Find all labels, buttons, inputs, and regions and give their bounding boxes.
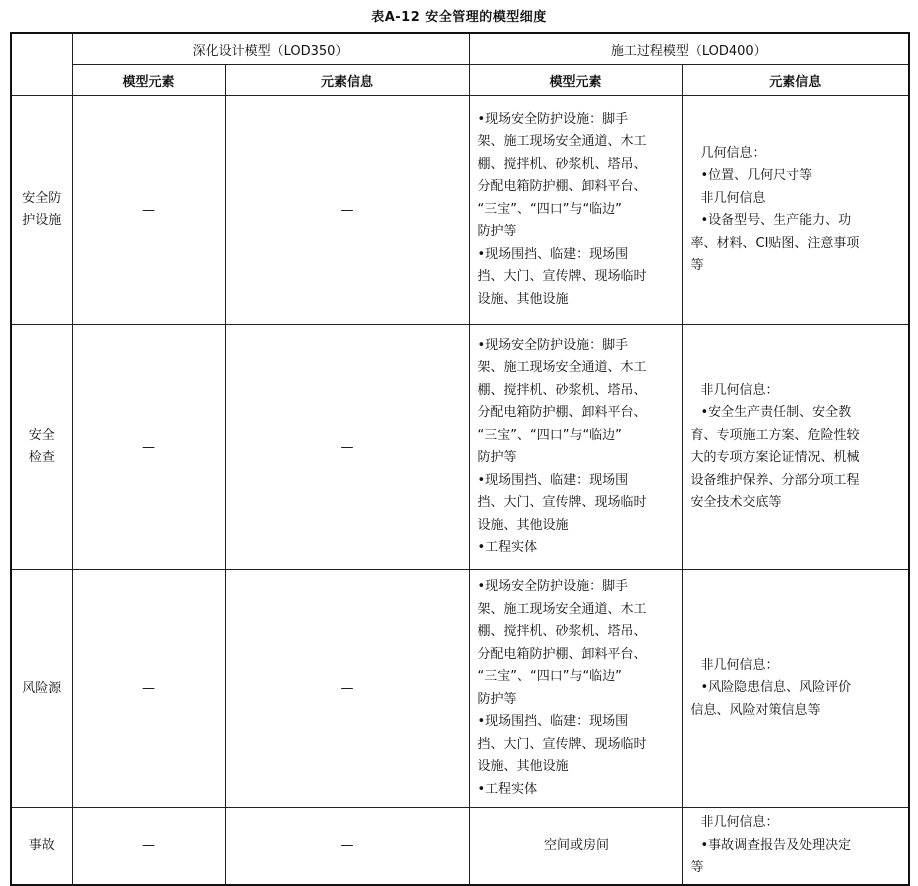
cell-lod350-info: — [225, 325, 469, 570]
header-lod350: 深化设计模型（LOD350） [72, 33, 469, 65]
cell-lod350-info: — [225, 570, 469, 808]
row-label: 安全 检查 [11, 325, 72, 570]
lod-table [10, 32, 910, 886]
header-col-model-element: 模型元素 [469, 65, 682, 96]
table-row [11, 96, 909, 325]
cell-lod400-element: •现场安全防护设施：脚手 架、施工现场安全通道、木工 棚、搅拌机、砂浆机、塔吊、 分配电箱防护棚、卸料平台、 “三宝”、“四口”与“临边” 防护等 •现场围挡、临建：现场围 挡、大门、宣传牌、现场临时 设施、其他设施 [469, 96, 682, 325]
cell-lod350-element: — [72, 96, 225, 325]
table-row [11, 570, 909, 808]
header-col-model-element: 模型元素 [72, 65, 225, 96]
header-col-element-info: 元素信息 [682, 65, 909, 96]
table-row [11, 808, 909, 885]
cell-lod400-info: 非几何信息： •安全生产责任制、安全教 育、专项施工方案、危险性较 大的专项方案论证情况、机械 设备维护保养、分部分项工程 安全技术交底等 [682, 325, 909, 570]
cell-lod350-info: — [225, 96, 469, 325]
cell-lod350-element: — [72, 570, 225, 808]
cell-lod350-element: — [72, 325, 225, 570]
cell-lod350-element: — [72, 808, 225, 885]
cell-lod400-element: 空间或房间 [469, 808, 682, 885]
cell-lod400-info: 非几何信息： •风险隐患信息、风险评价 信息、风险对策信息等 [682, 570, 909, 808]
table-caption: 表A-12 安全管理的模型细度 [371, 10, 547, 25]
cell-lod400-element: •现场安全防护设施：脚手 架、施工现场安全通道、木工 棚、搅拌机、砂浆机、塔吊、 分配电箱防护棚、卸料平台、 “三宝”、“四口”与“临边” 防护等 •现场围挡、临建：现场围 挡、大门、宣传牌、现场临时 设施、其他设施 •工程实体 [469, 325, 682, 570]
row-label: 事故 [11, 808, 72, 885]
cell-lod400-info: 几何信息： •位置、几何尺寸等 非几何信息 •设备型号、生产能力、功 率、材料、CI贴图、注意事项 等 [682, 96, 909, 325]
row-label: 风险源 [11, 570, 72, 808]
header-lod400: 施工过程模型（LOD400） [469, 33, 909, 65]
row-label: 安全防 护设施 [11, 96, 72, 325]
cell-lod400-element: •现场安全防护设施：脚手 架、施工现场安全通道、木工 棚、搅拌机、砂浆机、塔吊、 分配电箱防护棚、卸料平台、 “三宝”、“四口”与“临边” 防护等 •现场围挡、临建：现场围 挡、大门、宣传牌、现场临时 设施、其他设施 •工程实体 [469, 570, 682, 808]
cell-lod400-info: 非几何信息： •事故调查报告及处理决定 等 [682, 808, 909, 885]
cell-lod350-info: — [225, 808, 469, 885]
table-row [11, 325, 909, 570]
header-col-element-info: 元素信息 [225, 65, 469, 96]
corner-cell [11, 33, 72, 96]
